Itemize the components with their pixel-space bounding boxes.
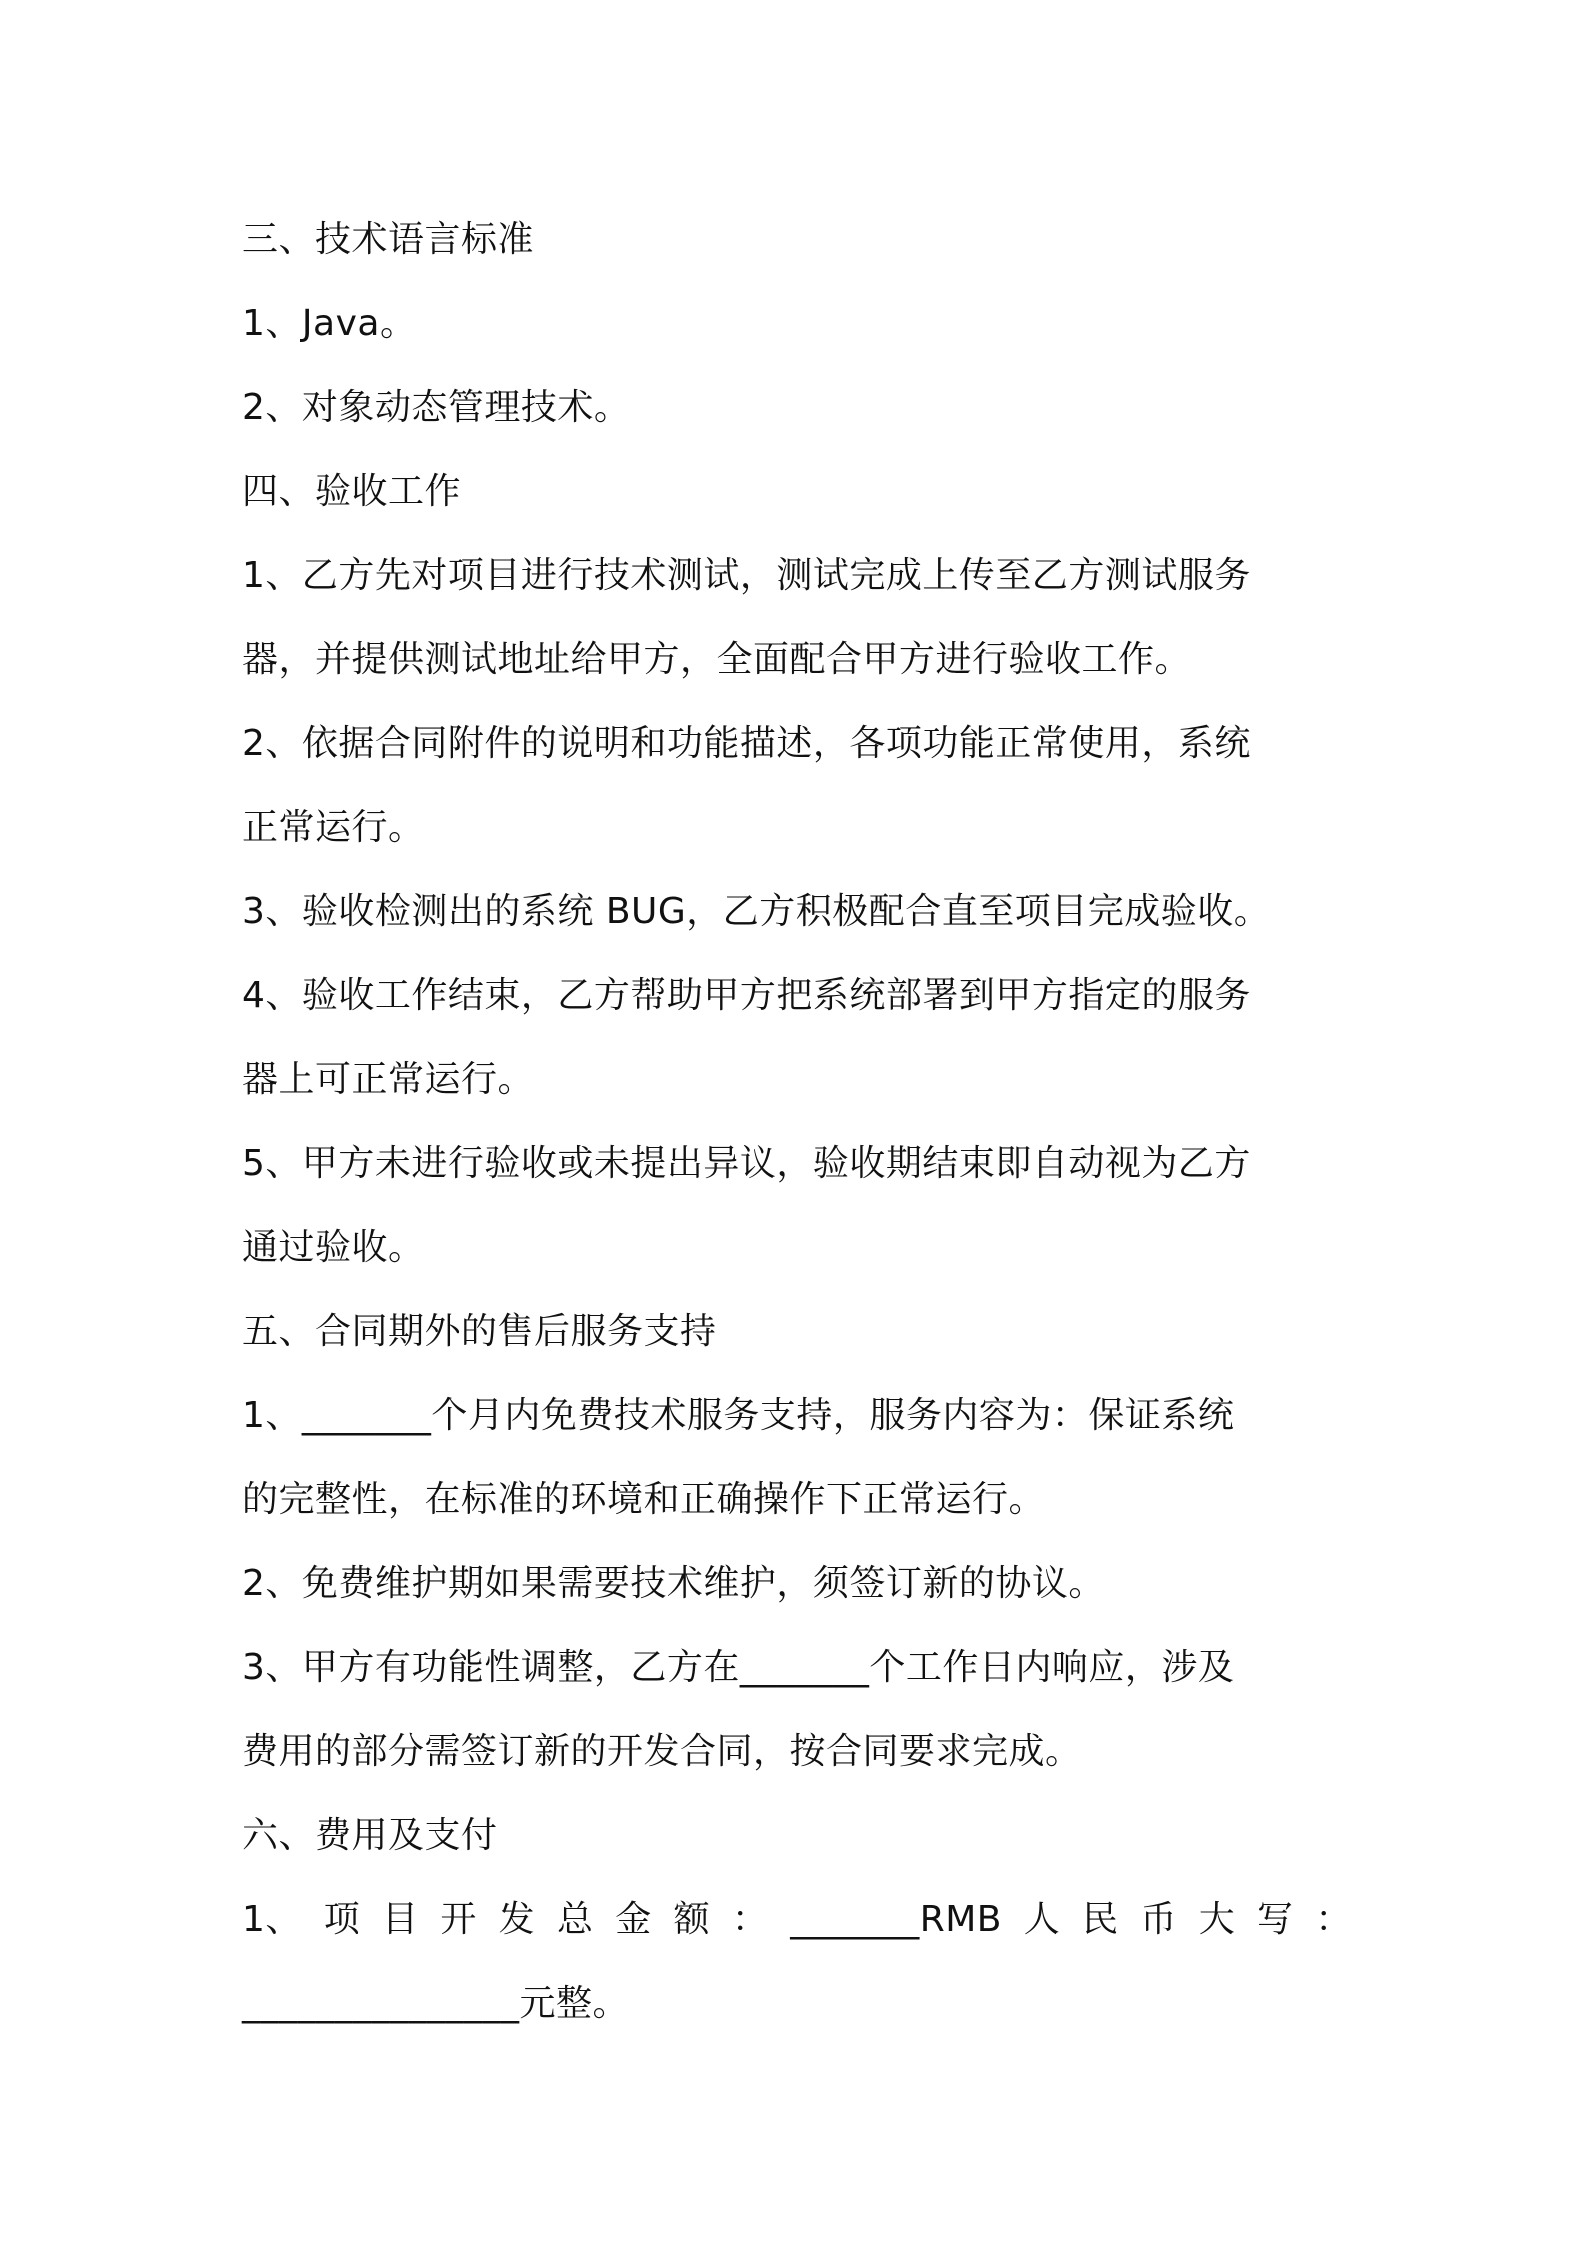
paragraph-line: 1、Java。 — [242, 303, 417, 344]
amount-part: 目 — [382, 1899, 419, 1940]
project-total-amount-line — [242, 1878, 1352, 1962]
amount-part: 金 — [615, 1899, 652, 1940]
amount-part: 民 — [1082, 1899, 1119, 1940]
amount-part: 额 — [673, 1899, 711, 1940]
section-heading-payment: 六、费用及支付 — [242, 1815, 498, 1856]
paragraph-line: 器，并提供测试地址给甲方，全面配合甲方进行验收工作。 — [242, 639, 1192, 680]
paragraph-line: 5、甲方未进行验收或未提出异议，验收期结束即自动视为乙方 — [242, 1143, 1251, 1184]
amount-part: 1、 — [242, 1899, 302, 1940]
amount-part: ： — [731, 1899, 769, 1940]
amount-blank-rmb: _______RMB — [790, 1899, 1002, 1940]
section-heading-acceptance: 四、验收工作 — [242, 471, 462, 512]
amount-part: 人 — [1023, 1899, 1061, 1940]
paragraph-line: 通过验收。 — [242, 1227, 425, 1268]
paragraph-line: 4、验收工作结束，乙方帮助甲方把系统部署到甲方指定的服务 — [242, 975, 1251, 1016]
paragraph-line: 费用的部分需签订新的开发合同，按合同要求完成。 — [242, 1731, 1082, 1772]
amount-part: 项 — [323, 1899, 361, 1940]
paragraph-line: 2、对象动态管理技术。 — [242, 387, 631, 428]
amount-part: ： — [1315, 1899, 1352, 1940]
section-heading-after-sales: 五、合同期外的售后服务支持 — [242, 1311, 717, 1352]
paragraph-line: 3、甲方有功能性调整，乙方在_______个工作日内响应，涉及 — [242, 1647, 1235, 1688]
paragraph-line: 2、免费维护期如果需要技术维护，须签订新的协议。 — [242, 1563, 1105, 1604]
paragraph-line: 2、依据合同附件的说明和功能描述，各项功能正常使用，系统 — [242, 723, 1251, 764]
paragraph-line: 3、验收检测出的系统 BUG，乙方积极配合直至项目完成验收。 — [242, 891, 1271, 932]
amount-part: 写 — [1257, 1899, 1294, 1940]
amount-part: 开 — [440, 1899, 477, 1940]
paragraph-line: 正常运行。 — [242, 807, 425, 848]
amount-part: 币 — [1140, 1899, 1177, 1940]
section-heading-tech-standard: 三、技术语言标准 — [242, 219, 535, 260]
paragraph-line: 的完整性，在标准的环境和正确操作下正常运行。 — [242, 1479, 1046, 1520]
amount-part: 大 — [1198, 1899, 1236, 1940]
paragraph-line: 1、_______个月内免费技术服务支持，服务内容为：保证系统 — [242, 1395, 1235, 1436]
paragraph-line: 1、乙方先对项目进行技术测试，测试完成上传至乙方测试服务 — [242, 555, 1251, 596]
amount-part: 总 — [556, 1899, 594, 1940]
document-body — [242, 198, 1352, 2046]
amount-in-words-line: _______________元整。 — [242, 1983, 630, 2024]
paragraph-line: 器上可正常运行。 — [242, 1059, 535, 1100]
amount-part: 发 — [498, 1899, 536, 1940]
